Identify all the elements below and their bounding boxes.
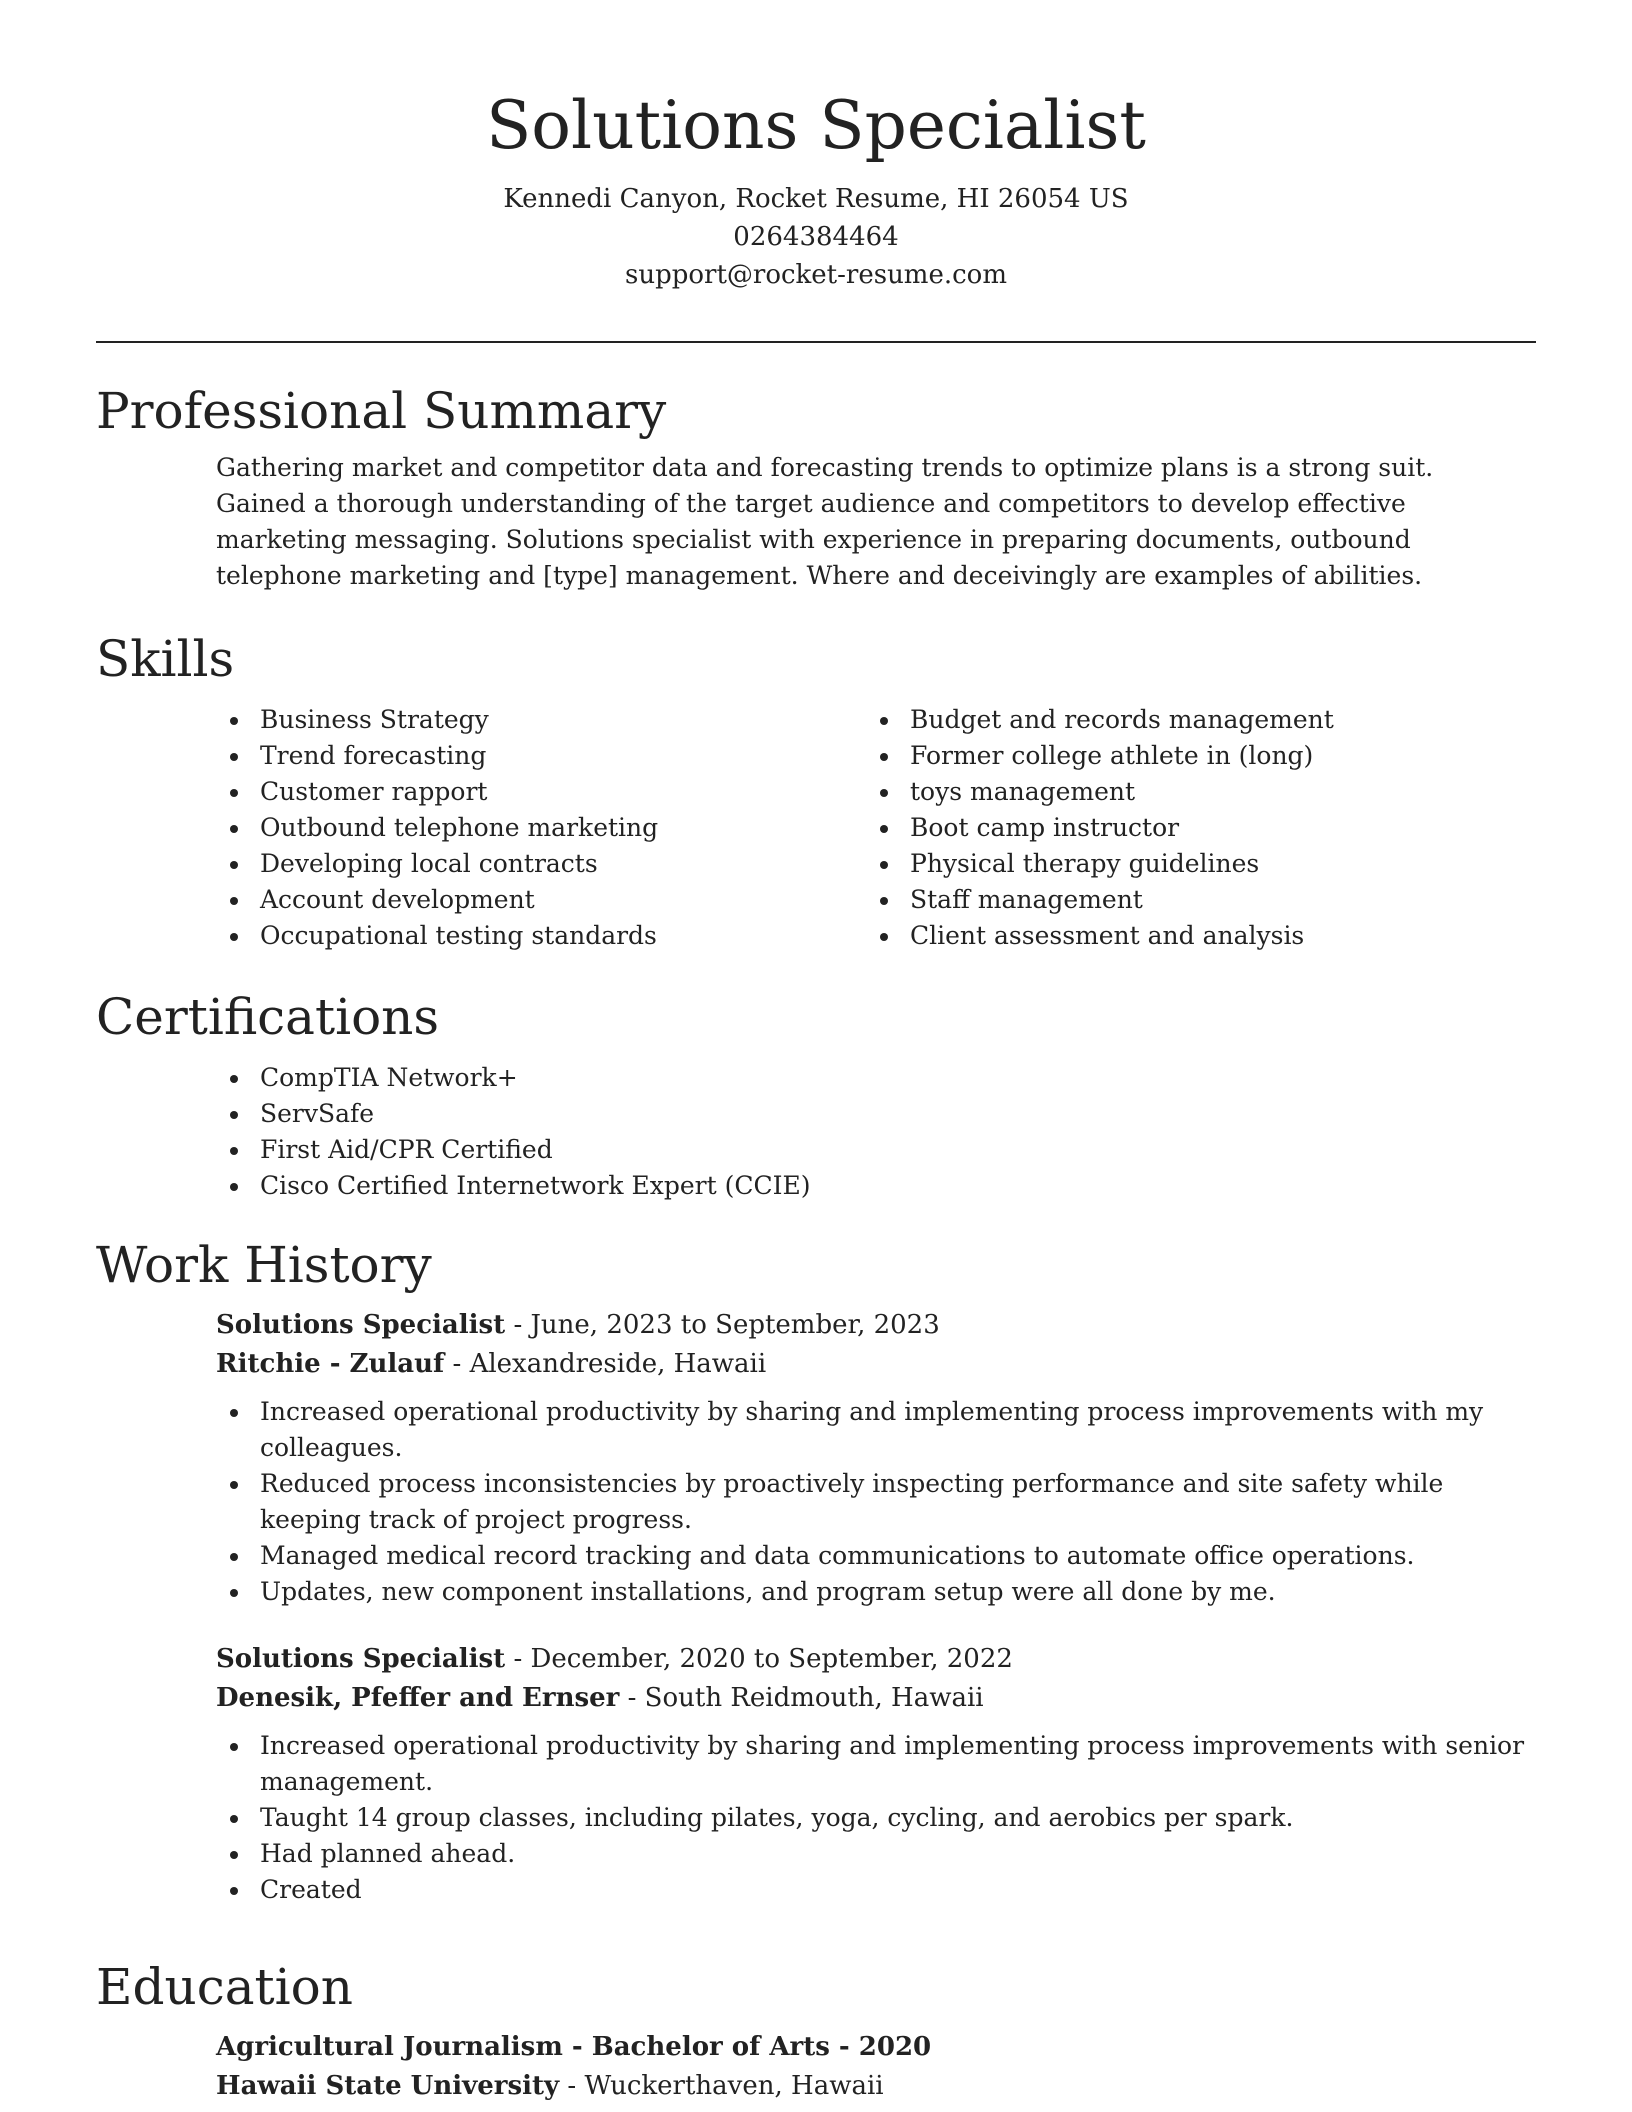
header-divider [96, 341, 1536, 343]
education-section [96, 1956, 1536, 2106]
job-entry [216, 1640, 1536, 1908]
job-company: Ritchie - Zulauf [216, 1349, 445, 1379]
job-bullet: Created [216, 1872, 1536, 1908]
certification-item: ServSafe [216, 1096, 1536, 1132]
contact-email: support@rocket-resume.com [624, 260, 1007, 290]
job-bullet: Taught 14 group classes, including pilates, yoga, cycling, and aerobics per spark. [216, 1800, 1536, 1836]
education-school-line [216, 2067, 1536, 2106]
resume-name: Solutions Specialist [486, 87, 1146, 164]
education-title: Education [96, 1958, 353, 2016]
job-bullet: Increased operational productivity by sharing and implementing process improvements with senior management. [216, 1728, 1536, 1800]
job-bullet: Updates, new component installations, and program setup were all done by me. [216, 1574, 1536, 1610]
certification-item: Cisco Certified Internetwork Expert (CCIE) [216, 1168, 1536, 1204]
job-company-line [216, 1345, 1536, 1384]
job-entry [216, 1306, 1536, 1610]
work-history-title: Work History [96, 1236, 432, 1294]
skill-item: Boot camp instructor [866, 810, 1516, 846]
job-title-line [216, 1640, 1536, 1679]
certification-item: CompTIA Network+ [216, 1060, 1536, 1096]
summary-section [96, 380, 1536, 594]
skill-item: Client assessment and analysis [866, 918, 1516, 954]
skill-item: Budget and records management [866, 702, 1516, 738]
skills-column-right [866, 702, 1516, 954]
job-bullet: Managed medical record tracking and data communications to automate office operations. [216, 1538, 1536, 1574]
skill-item: toys management [866, 774, 1516, 810]
job-bullets [216, 1728, 1536, 1908]
job-bullet: Reduced process inconsistencies by proactively inspecting performance and site safety while keeping track of project progress. [216, 1466, 1536, 1538]
skill-item: Outbound telephone marketing [216, 810, 866, 846]
certification-item: First Aid/CPR Certified [216, 1132, 1536, 1168]
skill-item: Business Strategy [216, 702, 866, 738]
contact-phone: 0264384464 [733, 222, 899, 252]
skill-item: Former college athlete in (long) [866, 738, 1516, 774]
skills-column-left [216, 702, 866, 954]
resume-header [0, 0, 1632, 294]
education-entry [216, 2028, 1536, 2106]
skill-item: Customer rapport [216, 774, 866, 810]
education-school: Hawaii State University [216, 2071, 560, 2101]
skill-item: Occupational testing standards [216, 918, 866, 954]
certifications-title: Certifications [96, 988, 440, 1046]
summary-title: Professional Summary [96, 382, 667, 440]
contact-address: Kennedi Canyon, Rocket Resume, HI 26054 US [503, 184, 1129, 214]
skill-item: Developing local contracts [216, 846, 866, 882]
skills-section [96, 628, 1536, 954]
education-degree: Agricultural Journalism - Bachelor of Arts - 2020 [216, 2032, 932, 2062]
job-title: Solutions Specialist [216, 1310, 506, 1340]
job-company: Denesik, Pfeffer and Ernser [216, 1683, 620, 1713]
job-bullets [216, 1394, 1536, 1610]
skills-grid [216, 702, 1536, 954]
skill-item: Trend forecasting [216, 738, 866, 774]
job-location: - Alexandreside, Hawaii [444, 1349, 767, 1379]
skill-item: Account development [216, 882, 866, 918]
job-dates: - June, 2023 to September, 2023 [505, 1310, 940, 1340]
job-title-line [216, 1306, 1536, 1345]
skills-title: Skills [96, 630, 235, 688]
certifications-section [96, 986, 1536, 1204]
education-location: - Wuckerthaven, Hawaii [559, 2071, 884, 2101]
job-title: Solutions Specialist [216, 1644, 506, 1674]
summary-text: Gathering market and competitor data and forecasting trends to optimize plans is a strong suit. Gained a thorough understanding of the target audience and competitors to develop effective marketing messaging. Solutions specialist with experience in preparing documents, outbound telephone marketing and [type] management. Where and deceivingly are examples of abilities. [216, 453, 1434, 590]
skill-item: Staff management [866, 882, 1516, 918]
job-company-line [216, 1679, 1536, 1718]
job-bullet: Had planned ahead. [216, 1836, 1536, 1872]
skill-item: Physical therapy guidelines [866, 846, 1516, 882]
job-dates: - December, 2020 to September, 2022 [505, 1644, 1013, 1674]
job-bullet: Increased operational productivity by sharing and implementing process improvements with my colleagues. [216, 1394, 1536, 1466]
job-location: - South Reidmouth, Hawaii [619, 1683, 984, 1713]
work-history-section [96, 1234, 1536, 1908]
